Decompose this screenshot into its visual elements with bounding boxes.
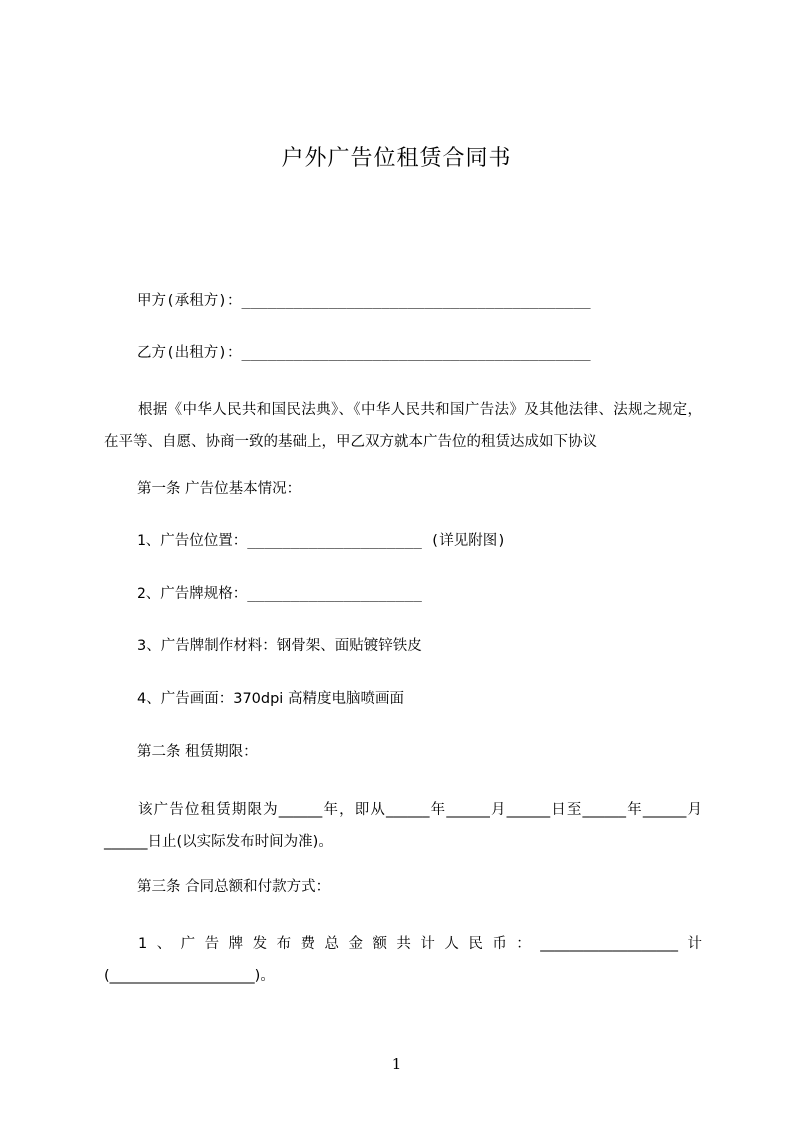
article3-heading: 第三条 合同总额和付款方式： <box>137 879 331 895</box>
article1-heading: 第一条 广告位基本情况： <box>137 481 302 497</box>
article2-heading: 第二条 租赁期限： <box>137 744 258 760</box>
article1-item4: 4、广告画面：370dpi 高精度电脑喷画面 <box>137 691 404 707</box>
article1-item2: 2、广告牌规格：____________________ <box>137 586 422 602</box>
article1-item3: 3、广告牌制作材料：钢骨架、面贴镀锌铁皮 <box>137 638 422 654</box>
article3-item1: 1、广告牌发布费总金额共计人民币：___________________计(____________________)。 <box>104 936 702 984</box>
party-b-line: 乙方(出租方)：________________________________________ <box>137 345 591 361</box>
page-number: 1 <box>391 1055 402 1073</box>
party-a-line: 甲方(承租方)：________________________________________ <box>137 293 591 309</box>
document-title: 户外广告位租赁合同书 <box>281 146 512 171</box>
article2-body: 该广告位租赁期限为______年，即从______年______月______日至______年______月______日止(以实际发布时间为准)。 <box>104 802 702 850</box>
preamble-paragraph: 根据《中华人民共和国民法典》、《中华人民共和国广告法》及其他法律、法规之规定，在平等、自愿、协商一致的基础上，甲乙双方就本广告位的租赁达成如下协议 <box>104 402 702 450</box>
article1-item1: 1、广告位位置：____________________ (详见附图) <box>137 533 507 549</box>
